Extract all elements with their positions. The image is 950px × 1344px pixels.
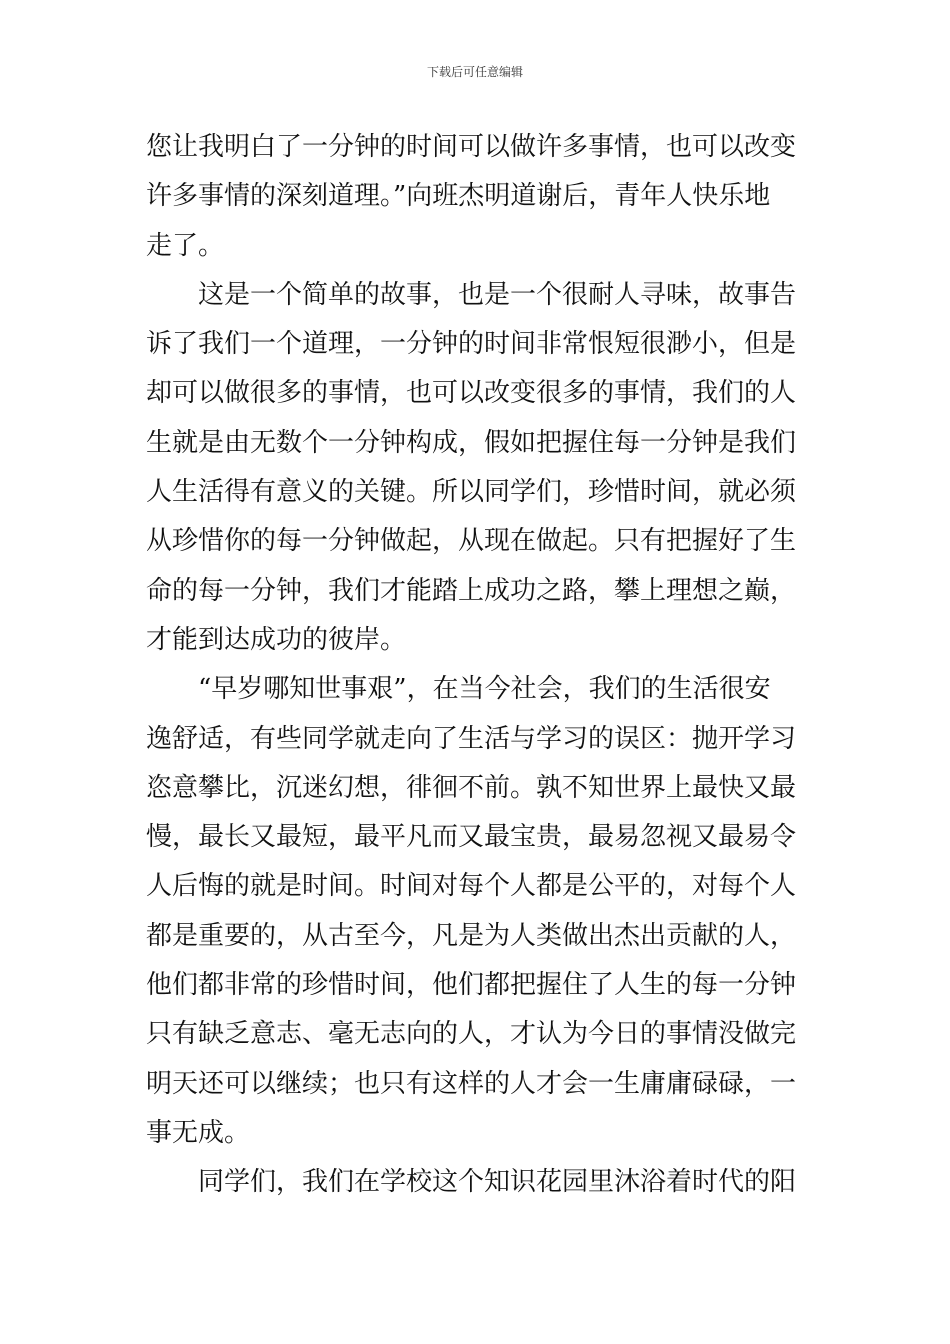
text-line: 才能到达成功的彼岸。 <box>146 624 407 655</box>
text-line: 事无成。 <box>146 1117 251 1148</box>
text-line: 从珍惜你的每一分钟做起，从现在做起。只有把握好了生 <box>146 526 797 557</box>
text-line: 您让我明白了一分钟的时间可以做许多事情，也可以改变 <box>146 132 797 162</box>
text-line: 人后悔的就是时间。时间对每个人都是公平的，对每个人 <box>146 871 797 902</box>
document-body <box>146 123 810 1208</box>
paragraph-start-line: “早岁哪知世事艰”，在当今社会，我们的生活很安 <box>198 674 771 705</box>
text-line: 走了。 <box>146 230 225 261</box>
text-line: 恣意攀比，沉迷幻想，徘徊不前。孰不知世界上最快又最 <box>146 772 797 803</box>
text-line: 都是重要的，从古至今，凡是为人类做出杰出贡献的人， <box>146 920 797 951</box>
text-line: 逸舒适，有些同学就走向了生活与学习的误区：抛开学习 <box>146 723 797 754</box>
text-line: 人生活得有意义的关键。所以同学们，珍惜时间，就必须 <box>146 477 797 508</box>
paragraph-start-line: 同学们，我们在学校这个知识花园里沐浴着时代的阳 <box>198 1167 797 1198</box>
text-line: 诉了我们一个道理，一分钟的时间非常恨短很渺小，但是 <box>146 329 797 360</box>
text-line: 他们都非常的珍惜时间，他们都把握住了人生的每一分钟 <box>146 970 797 1001</box>
paragraph-start-line: 这是一个简单的故事，也是一个很耐人寻味，故事告 <box>198 279 797 310</box>
text-line: 慢，最长又最短，最平凡而又最宝贵，最易忽视又最易令 <box>146 822 797 853</box>
text-line: 却可以做很多的事情，也可以改变很多的事情，我们的人 <box>146 378 797 409</box>
page-header: 下载后可任意编辑 <box>426 65 523 79</box>
text-line: 生就是由无数个一分钟构成，假如把握住每一分钟是我们 <box>146 427 797 458</box>
text-line: 许多事情的深刻道理。”向班杰明道谢后，青年人快乐地 <box>146 181 771 212</box>
text-line: 明天还可以继续；也只有这样的人才会一生庸庸碌碌，一 <box>146 1068 797 1099</box>
text-line: 只有缺乏意志、毫无志向的人，才认为今日的事情没做完 <box>146 1019 797 1050</box>
text-line: 命的每一分钟，我们才能踏上成功之路，攀上理想之巅， <box>146 575 797 606</box>
